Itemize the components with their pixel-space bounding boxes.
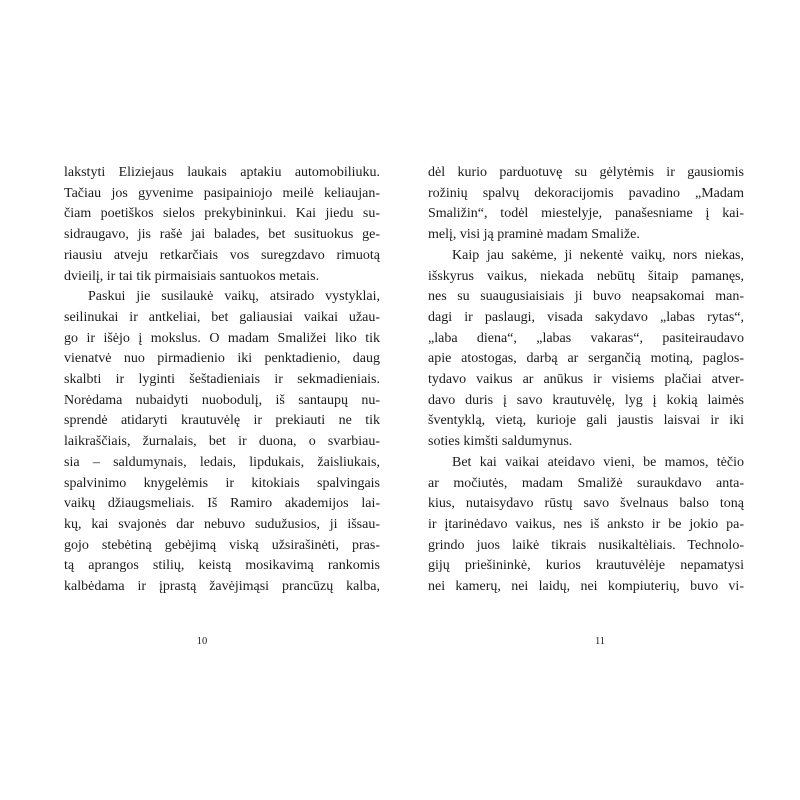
text-line: tydavo vaikus ar anūkus ir visiems plačiai atver-: [428, 372, 744, 388]
text-line: Tačiau jos gyvenime pasipainiojo meilė keliaujan-: [64, 185, 380, 201]
text-line: dėl kurio parduotuvę su gėlytėmis ir gausiomis: [428, 165, 744, 180]
text-line: gijų priešininkė, kurios krautuvėlėje nepamatysi: [428, 558, 744, 574]
text-line: vienatvė nuo pirmadienio iki penktadienio, daug: [64, 351, 380, 367]
text-line: skalbti ir lyginti šeštadieniais ir sekmadieniais.: [64, 372, 380, 388]
text-line: gojo stebėtiną gebėjimą viską užsirašinėti, pras-: [64, 537, 380, 553]
text-line: Kaip jau sakėme, ji nekentė vaikų, nors niekas,: [452, 247, 744, 263]
text-line: Paskui jie susilaukė vaikų, atsirado vystyklai,: [88, 289, 380, 305]
left-page-number: 10: [196, 636, 208, 647]
text-line: kų, kai svajonės dar nebuvo sudužusios, ji išsau-: [64, 516, 380, 532]
text-line: nei kamerų, nei laidų, nei kompiuterių, buvo vi-: [428, 579, 744, 595]
text-line: sia – saldumynais, ledais, lipdukais, žaisliukais,: [64, 454, 380, 470]
text-line: Smaližin“, todėl miestelyje, panašesniame į kai-: [428, 206, 744, 222]
text-line: apie atostogas, darbą ar sergančią motiną, paglos-: [428, 351, 744, 367]
text-line: čiam poetiškos sielos prekybininkui. Kai jiedu su-: [64, 206, 380, 222]
text-line: davo duris į savo krautuvėlę, lyg į kokią laimės: [428, 392, 744, 408]
text-line: tą aprangos stilių, keistą mosikavimą rankomis: [64, 558, 380, 574]
text-line: spalvinimo knygelėmis ir kitokiais spalvingais: [64, 475, 380, 491]
text-line: riausiu atveju retkarčiais vos suregzdavo rimuotą: [64, 247, 380, 263]
text-line: išskyrus vaikus, niekada nebūtų šitaip pamanęs,: [428, 268, 744, 284]
text-line: lakstyti Eliziejaus laukais aptakiu automobiliuku.: [64, 165, 380, 180]
right-page-number: 11: [594, 636, 606, 647]
text-line: sprendė atidaryti krautuvėlę ir prekiauti ne tik: [64, 413, 380, 429]
text-line: Norėdama nubaidyti nuobodulį, iš santaupų nu-: [64, 392, 380, 408]
text-line: soties kimšti saldumynus.: [428, 434, 573, 450]
text-line: ar močiutės, madam Smaližė suraukdavo anta-: [428, 475, 744, 491]
text-line: sidraugavo, jis rašė jai balades, bet susituokus ge-: [64, 227, 380, 243]
text-line: laikraščiais, žurnalais, bet ir duona, o svarbiau-: [64, 434, 380, 450]
left-page-text: [64, 163, 380, 598]
text-line: vaikų džiaugsmeliais. Iš Ramiro akademijos lai-: [64, 496, 380, 512]
right-page-text: [428, 163, 744, 598]
text-line: Bet kai vaikai ateidavo vieni, be mamos, tėčio: [452, 454, 744, 470]
text-line: melį, visi ją praminė madam Smaliže.: [428, 227, 640, 243]
text-line: dvieilį, ir tai tik pirmaisiais santuokos metais.: [64, 268, 320, 284]
text-line: šventyklą, vietą, kurioje gali jaustis laisvai ir iki: [428, 413, 744, 429]
text-line: rožinių spalvų dekoracijomis pavadino „Madam: [428, 185, 744, 201]
text-line: seilinukai ir antkeliai, bet galiausiai vaikai užau-: [64, 309, 380, 325]
text-line: go ir išėjo į mokslus. O madam Smaližei liko tik: [64, 330, 380, 346]
text-line: kius, nutaisydavo rūstų savo švelnaus balso toną: [428, 496, 744, 512]
text-line: nes su suaugusiaisiais ji buvo neapsakomai man-: [428, 289, 744, 305]
text-line: dagi ir paslaugi, visada sakydavo „labas rytas“,: [428, 309, 744, 325]
text-line: „laba diena“, „labas vakaras“, pasiteiraudavo: [428, 330, 744, 346]
text-line: ir įtarinėdavo vaikus, nes iš anksto ir be jokio pa-: [428, 516, 744, 532]
text-line: grindo juos laikė tikrais nusikaltėliais. Technolo-: [428, 537, 744, 553]
text-line: kalbėdama ir įprastą žavėjimąsi prancūzų kalba,: [64, 579, 380, 595]
